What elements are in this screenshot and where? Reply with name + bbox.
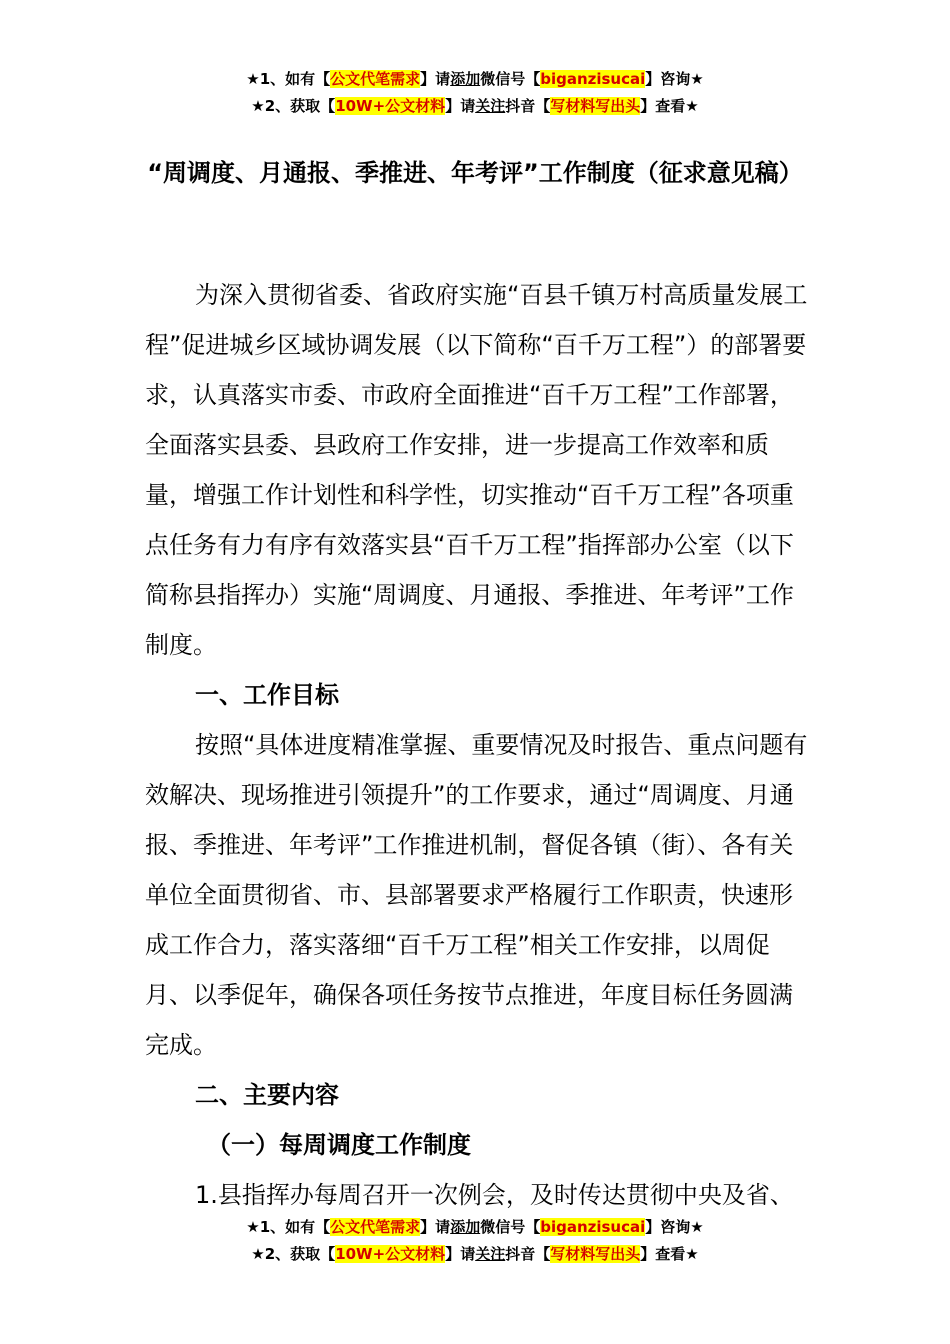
promo-banner-bottom <box>0 1214 950 1268</box>
document-body <box>145 270 810 1220</box>
section-heading-content: 二、主要内容 <box>195 1081 339 1109</box>
promo-line-1: ★1、如有【公文代笔需求】请添加微信号【biganzisucai】咨询★ <box>246 70 704 88</box>
highlight-text: 公文代笔需求 <box>330 70 421 88</box>
intro-paragraph: 为深入贯彻省委、省政府实施“百县千镇万村高质量发展工程”促进城乡区域协调发展（以下简称“百千万工程”）的部署要求，认真落实市委、市政府全面推进“百千万工程”工作部署，全面落实县委、县政府工作安排，进一步提高工作效率和质量，增强工作计划性和科学性，切实推动“百千万工程”各项重点任务有力有序有效落实县“百千万工程”指挥部办公室（以下简称县指挥办）实施“周调度、月通报、季推进、年考评”工作制度。 <box>145 281 808 659</box>
wechat-id: biganzisucai <box>540 70 646 88</box>
highlight-text: 公文代笔需求 <box>330 1218 421 1236</box>
promo-line-2: ★2、获取【10W+公文材料】请关注抖音【写材料写出头】查看★ <box>251 97 699 115</box>
document-title: “周调度、月通报、季推进、年考评”工作制度（征求意见稿） <box>147 159 803 187</box>
promo-banner-top <box>0 66 950 120</box>
section-heading-goals: 一、工作目标 <box>195 681 339 709</box>
douyin-account: 写材料写出头 <box>550 97 641 115</box>
goals-paragraph: 按照“具体进度精准掌握、重要情况及时报告、重点问题有效解决、现场推进引领提升”的工作要求，通过“周调度、月通报、季推进、年考评”工作推进机制，督促各镇（街）、各有关单位全面贯彻省、市、县部署要求严格履行工作职责，快速形成工作合力，落实落细“百千万工程”相关工作安排，以周促月、以季促年，确保各项任务按节点推进，年度目标任务圆满完成。 <box>145 731 808 1059</box>
promo-line-2: ★2、获取【10W+公文材料】请关注抖音【写材料写出头】查看★ <box>251 1245 699 1263</box>
promo-line-1: ★1、如有【公文代笔需求】请添加微信号【biganzisucai】咨询★ <box>246 1218 704 1236</box>
list-item-1: 1.县指挥办每周召开一次例会，及时传达贯彻中央及省、 <box>195 1181 794 1209</box>
subsection-heading-weekly: （一）每周调度工作制度 <box>207 1131 471 1159</box>
highlight-text: 10W+公文材料 <box>335 97 446 115</box>
douyin-account: 写材料写出头 <box>550 1245 641 1263</box>
wechat-id: biganzisucai <box>540 1218 646 1236</box>
highlight-text: 10W+公文材料 <box>335 1245 446 1263</box>
